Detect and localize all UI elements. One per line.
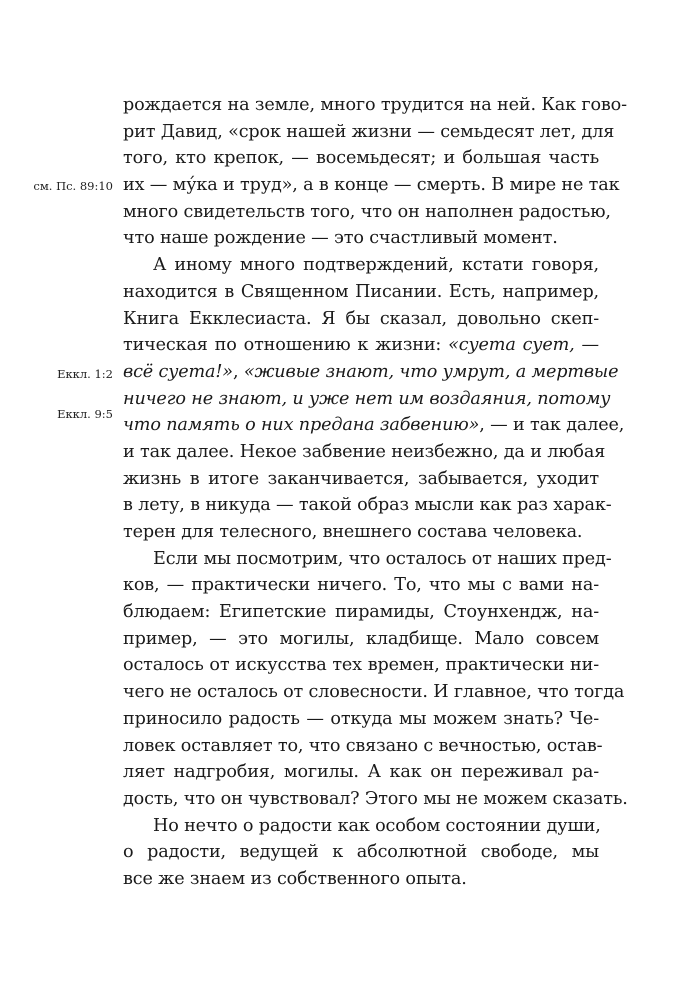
text-line: рождается на земле, много трудится на ней. Как гово- [123, 95, 627, 115]
text-line: приносило радость — откуда мы можем знать? Че- [123, 708, 599, 729]
text-line: чего не осталось от словесности. И главное, что тогда [123, 682, 625, 703]
text-line: находится в Священном Писании. Есть, например, [123, 281, 599, 302]
text-line: осталось от искусства тех времен, практически ни- [123, 655, 599, 676]
paragraph-first-line: А иному много подтверждений, кстати говоря, [153, 255, 599, 276]
quotation-italic: «живые знают, что умрут, а мертвые [243, 361, 619, 382]
margin-reference-psalm: см. Пс. 89:10 [33, 179, 113, 193]
text-line: ляет надгробия, могилы. А как он переживал ра- [123, 762, 599, 783]
text-line: терен для телесного, внешнего состава человека. [123, 522, 583, 542]
quotation-italic: «суета сует, — [448, 335, 599, 356]
text-line: того, кто крепок, — восемьдесят; и большая часть [123, 148, 599, 169]
text-line: все же знаем из собственного опыта. [123, 868, 467, 889]
quotation-line: ничего не знают, и уже нет им воздаяния, потому [123, 388, 611, 409]
text-line [123, 412, 625, 439]
margin-reference-ecclesiastes-1-2: Еккл. 1:2 [57, 367, 113, 381]
paragraph-first-line: Но нечто о радости как особом состоянии души, [153, 815, 601, 836]
text-line [123, 359, 619, 386]
margin-reference-ecclesiastes-9-5: Еккл. 9:5 [57, 407, 113, 421]
paragraph-first-line: Если мы посмотрим, что осталось от наших пред- [153, 548, 612, 569]
text-line: в лету, в никуда — такой образ мысли как раз харак- [123, 495, 612, 516]
text-line: ков, — практически ничего. То, что мы с вами на- [123, 575, 599, 596]
text-line: много свидетельств того, что он наполнен радостью, [123, 201, 611, 222]
text-span: , — и так далее, [479, 415, 625, 436]
text-span: , [232, 361, 244, 382]
quotation-italic: всё суета!» [123, 361, 233, 382]
text-line: ловек оставляет то, что связано с вечностью, остав- [123, 735, 603, 756]
text-line: их — му́ка и труд», а в конце — смерть. В мире не так [123, 175, 620, 196]
quotation-italic: что память о них предана забвению» [123, 415, 480, 436]
text-line: рит Давид, «срок нашей жизни — семьдесят лет, для [123, 121, 615, 142]
text-line: что наше рождение — это счастливый момент. [123, 228, 558, 249]
text-line: пример, — это могилы, кладбище. Мало совсем [123, 628, 599, 649]
text-line: и так далее. Некое забвение неизбежно, да и любая [123, 441, 606, 462]
text-line: о радости, ведущей к абсолютной свободе, мы [123, 842, 599, 863]
text-line [123, 332, 599, 359]
body-text [123, 92, 628, 893]
text-line: жизнь в итоге заканчивается, забывается, уходит [123, 468, 599, 489]
text-span: тическая по отношению к жизни: [123, 335, 449, 356]
text-line: Книга Екклесиаста. Я бы сказал, довольно скеп- [123, 308, 599, 329]
text-line: блюдаем: Египетские пирамиды, Стоунхендж, на- [123, 602, 599, 623]
text-line: дость, что он чувствовал? Этого мы не можем сказать. [123, 788, 628, 809]
